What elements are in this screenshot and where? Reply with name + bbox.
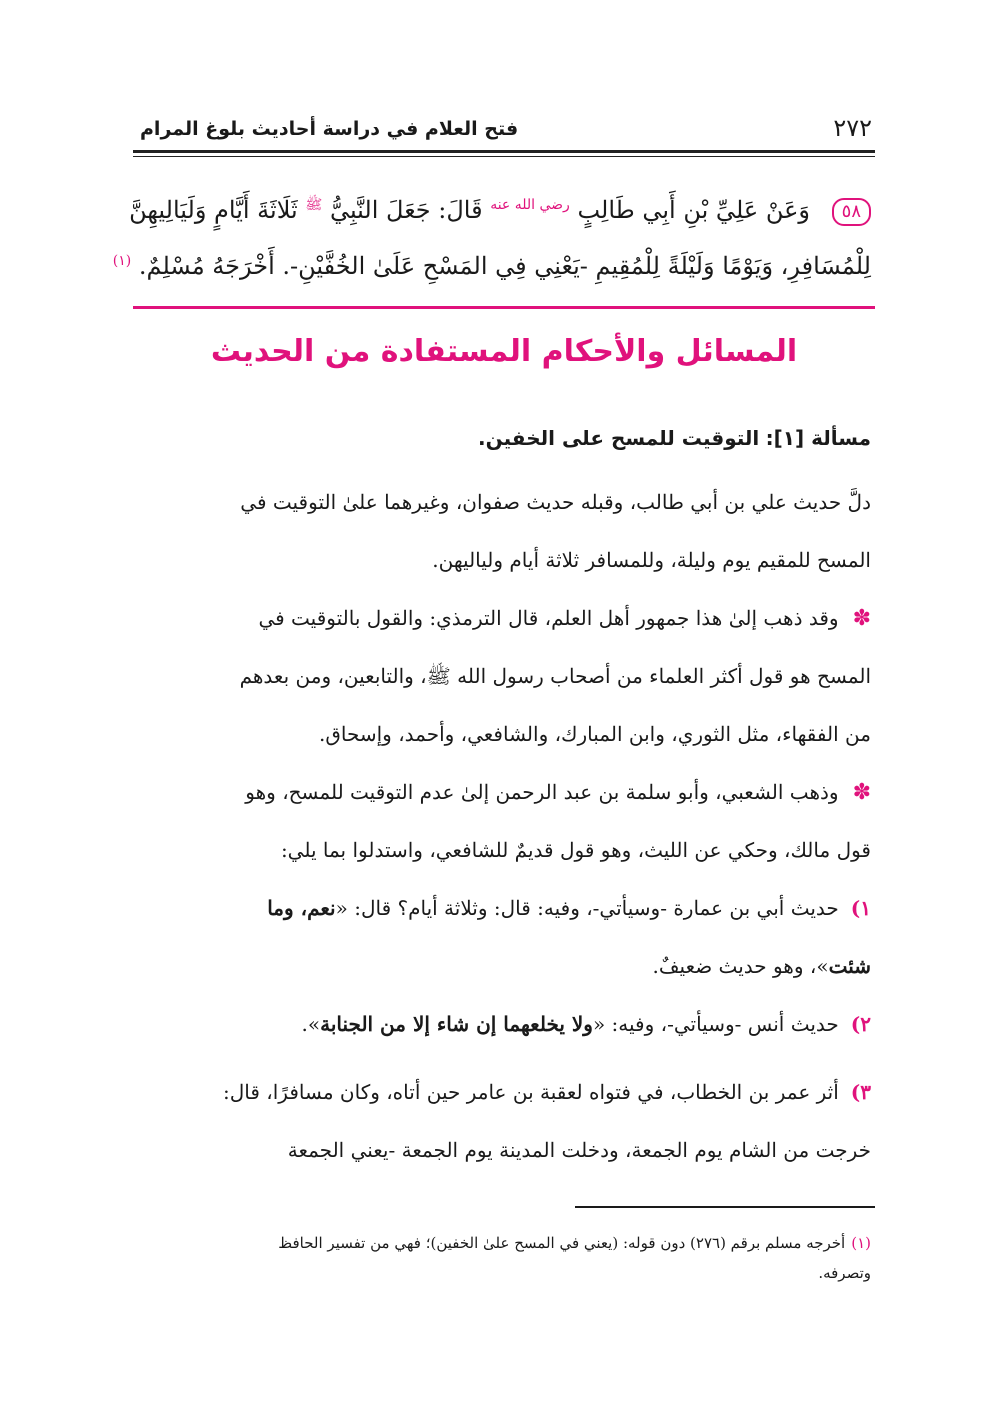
masala-heading [129,426,871,450]
evidence-number: ٢) [850,1012,871,1036]
evidence-item-2 [129,1012,871,1036]
hadith-divider [133,306,875,309]
hadith-line-2 [112,252,871,280]
evidence-item-3 [129,1080,871,1104]
section-heading: المسائل والأحكام المستفادة من الحديث [210,334,798,369]
evidence-item-1-cont [129,954,871,978]
hadith-number-badge: ٥٨ [832,198,871,226]
paragraph-line: دلَّ حديث علي بن أبي طالب، وقبله حديث صفوان، وغيرهما علىٰ التوقيت في [240,490,871,514]
footnote-line-2: وتصرفه. [818,1264,871,1282]
honorific-ali: رضي الله عنه [490,197,570,213]
evidence-text: حديث أبي بن عمارة -وسيأتي-، وفيه: قال: وثلاثة أيام؟ قال: « [335,896,839,920]
paragraph-line: المسح للمقيم يوم وليلة، وللمسافر ثلاثة أيام ولياليهن. [432,548,871,572]
paragraph-line [129,606,871,631]
paragraph-line: المسح هو قول أكثر العلماء من أصحاب رسول الله ﷺ، والتابعين، ومن بعدهم [239,664,871,688]
footnote-line-1 [129,1234,871,1252]
hadith-text: لِلْمُسَافِرِ، وَيَوْمًا وَلَيْلَةً لِلْمُقِيمِ -يَعْنِي فِي المَسْحِ عَلَىٰ الخُفَّيْنِ-. أَخْرَجَهُ مُسْلِمٌ. [138,252,871,280]
rosette-icon: ✽ [852,606,871,631]
header-rule-thin [133,156,875,157]
evidence-number: ١) [850,896,871,920]
footnote-marker: (١) [112,253,132,269]
evidence-quote: شئت [828,954,871,978]
evidence-item-1 [129,896,871,920]
evidence-quote: نعم، وما [267,896,336,920]
footnote-rule [575,1206,875,1208]
honorific-prophet: ﷺ [305,197,323,213]
evidence-text: أثر عمر بن الخطاب، في فتواه لعقبة بن عامر حين أتاه، وكان مسافرًا، قال: [223,1080,839,1104]
page-number: ٢٧٢ [833,114,872,142]
hadith-text: ثَلَاثَةَ أَيَّامٍ وَلَيَالِيهِنَّ [129,196,298,224]
paragraph-line [129,780,871,805]
evidence-number: ٣) [850,1080,871,1104]
paragraph-line: قول مالك، وحكي عن الليث، وهو قول قديمٌ للشافعي، واستدلوا بما يلي: [280,838,871,862]
evidence-text: حديث أنس -وسيأتي-، وفيه: « [592,1012,839,1036]
footnote-number: (١) [851,1234,871,1252]
footnote-text: أخرجه مسلم برقم (٢٧٦) دون قوله: (يعني في المسح علىٰ الخفين)؛ فهي من تفسير الحافظ [278,1234,846,1252]
paragraph-text: وذهب الشعبي، وأبو سلمة بن عبد الرحمن إلىٰ عدم التوقيت للمسح، وهو [245,780,839,804]
hadith-line-1 [129,196,871,226]
evidence-text: »، وهو حديث ضعيفٌ. [652,954,829,978]
hadith-text: وَعَنْ عَلِيِّ بْنِ أَبِي طَالِبٍ [577,196,811,224]
paragraph-text: وقد ذهب إلىٰ هذا جمهور أهل العلم، قال الترمذي: والقول بالتوقيت في [258,606,839,630]
evidence-text: ». [301,1012,321,1036]
masala-title: التوقيت للمسح على الخفين. [478,426,760,450]
masala-label: مسألة [١]: [765,426,871,450]
evidence-item-3-cont: خرجت من الشام يوم الجمعة، ودخلت المدينة يوم الجمعة -يعني الجمعة [287,1138,871,1162]
paragraph-line: من الفقهاء، مثل الثوري، وابن المبارك، والشافعي، وأحمد، وإسحاق. [318,722,871,746]
evidence-quote: ولا يخلعهما إن شاء إلا من الجنابة [320,1012,593,1036]
hadith-text: قَالَ: جَعَلَ النَّبِيُّ [329,196,483,224]
header-rule-thick [133,150,875,153]
book-title: فتح العلام في دراسة أحاديث بلوغ المرام [140,118,519,140]
rosette-icon: ✽ [852,780,871,805]
